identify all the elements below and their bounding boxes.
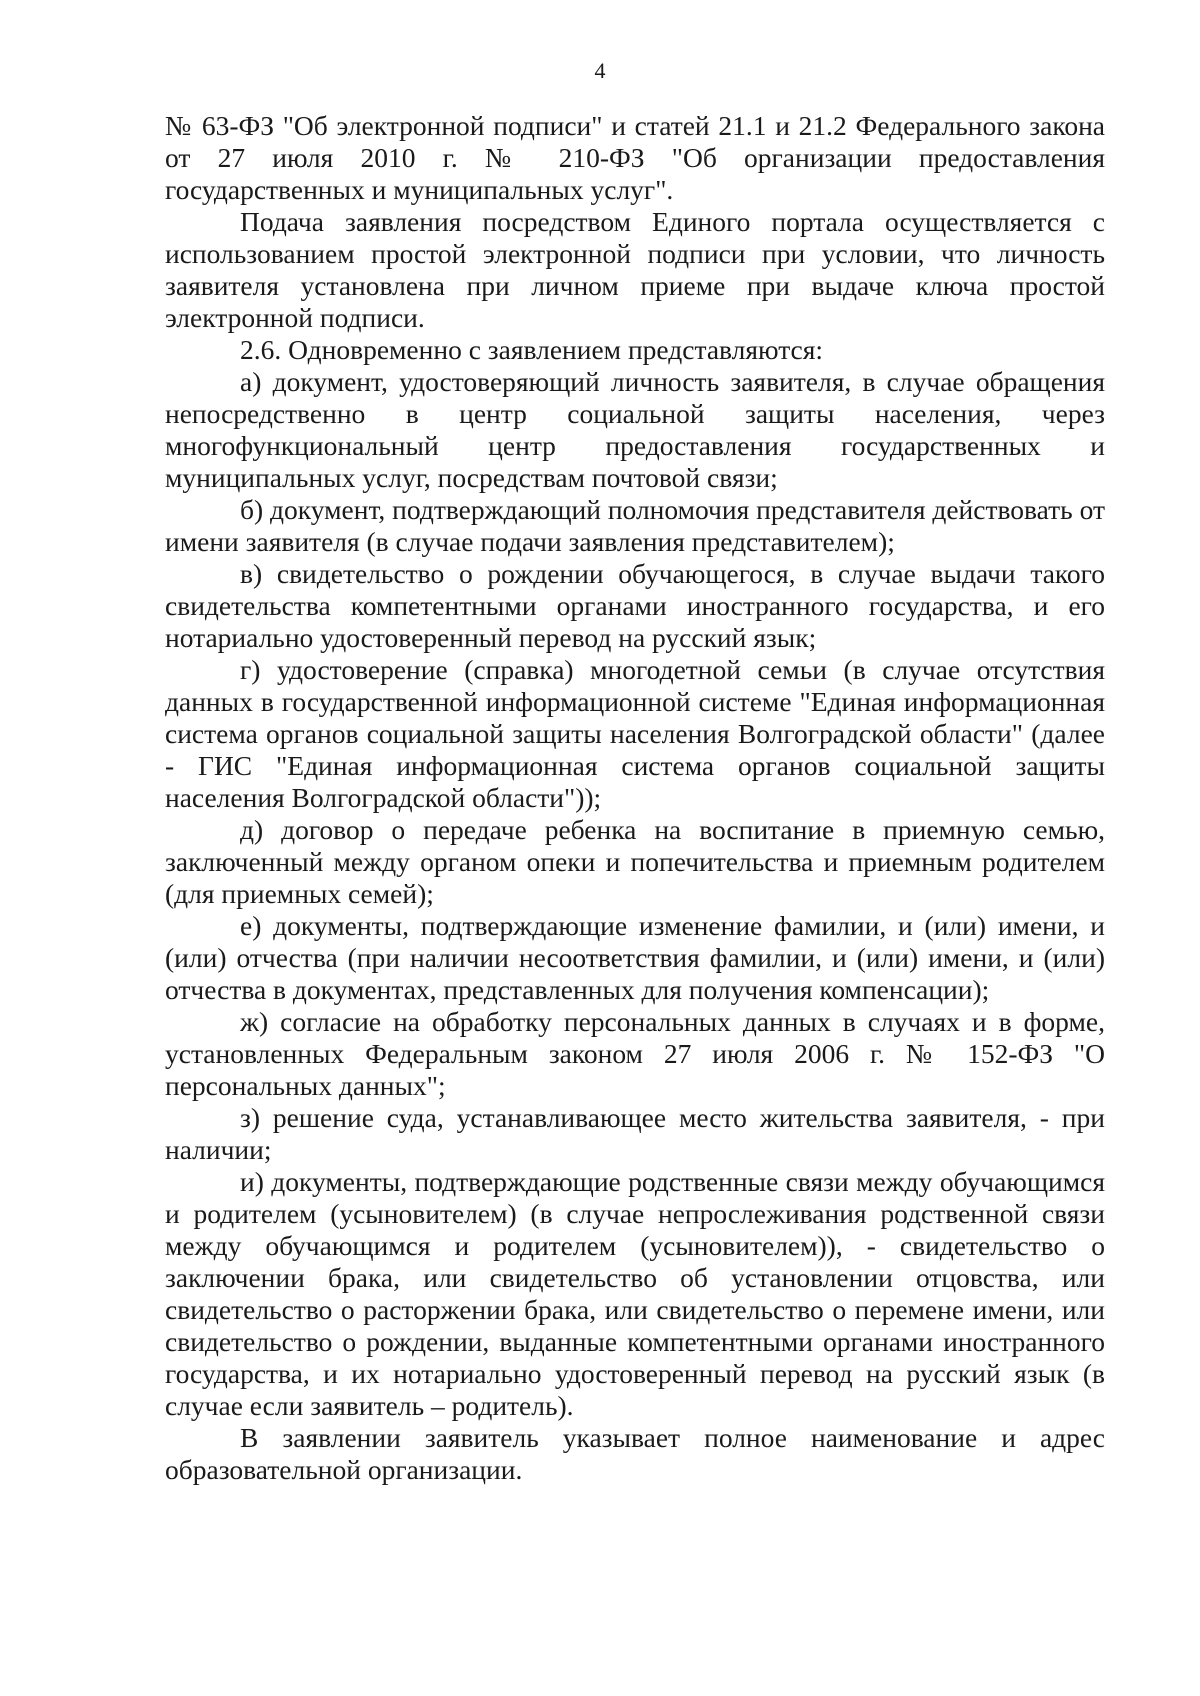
document-body <box>165 110 1105 1486</box>
list-item: д) договор о передаче ребенка на воспитание в приемную семью, заключенный между органом опеки и попечительства и приемным родителем (для приемных семей); <box>165 814 1105 909</box>
page-number: 4 <box>594 58 606 83</box>
paragraph: Подача заявления посредством Единого портала осуществляется с использованием простой электронной подписи при условии, что личность заявителя установлена при личном приеме при выдаче ключа простой электронной подписи. <box>165 206 1105 333</box>
list-item: е) документы, подтверждающие изменение фамилии, и (или) имени, и (или) отчества (при наличии несоответствия фамилии, и (или) имени, и (или) отчества в документах, представленных для получения компенсации); <box>165 910 1105 1005</box>
list-item: в) свидетельство о рождении обучающегося, в случае выдачи такого свидетельства компетентными органами иностранного государства, и его нотариально удостоверенный перевод на русский язык; <box>165 558 1105 653</box>
list-item: и) документы, подтверждающие родственные связи между обучающимся и родителем (усыновителем) (в случае непрослеживания родственной связи между обучающимся и родителем (усыновителем)), - свидетельство о заключении брака, или свидетельство об установлении отцовства, или свидетельство о расторжении брака, или свидетельство о перемене имени, или свидетельство о рождении, выданные компетентными органами иностранного государства, и их нотариально удостоверенный перевод на русский язык (в случае если заявитель – родитель). <box>165 1166 1105 1421</box>
paragraph: 2.6. Одновременно с заявлением представляются: <box>240 334 824 365</box>
list-item: б) документ, подтверждающий полномочия представителя действовать от имени заявителя (в случае подачи заявления представителем); <box>165 494 1106 557</box>
paragraph: № 63-ФЗ "Об электронной подписи" и статей 21.1 и 21.2 Федерального закона от 27 июля 2010 г. № 210-ФЗ "Об организации предоставления государственных и муниципальных услуг". <box>165 110 1105 205</box>
list-item: а) документ, удостоверяющий личность заявителя, в случае обращения непосредственно в центр социальной защиты населения, через многофункциональный центр предоставления государственных и муниципальных услуг, посредствам почтовой связи; <box>165 366 1105 493</box>
list-item: г) удостоверение (справка) многодетной семьи (в случае отсутствия данных в государственной информационной системе "Единая информационная система органов социальной защиты населения Волгоградской области" (далее - ГИС "Единая информационная система органов социальной защиты населения Волгоградской области")); <box>165 654 1105 813</box>
list-item: з) решение суда, устанавливающее место жительства заявителя, - при наличии; <box>165 1102 1105 1165</box>
list-item: ж) согласие на обработку персональных данных в случаях и в форме, установленных Федеральным законом 27 июля 2006 г. № 152-ФЗ "О персональных данных"; <box>165 1006 1105 1101</box>
paragraph: В заявлении заявитель указывает полное наименование и адрес образовательной организации. <box>165 1422 1105 1485</box>
